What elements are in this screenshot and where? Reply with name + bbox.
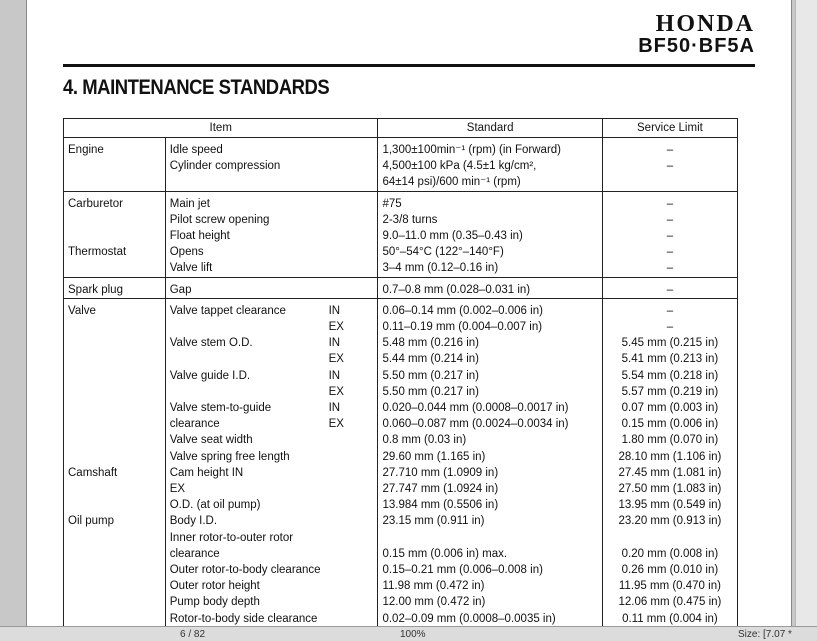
row-standard: 50°–54°C (122°–140°F) — [378, 244, 602, 260]
row-service-limit: 5.45 mm (0.215 in) — [602, 335, 737, 351]
row-sub — [325, 174, 378, 191]
row-standard: 9.0–11.0 mm (0.35–0.43 in) — [378, 228, 602, 244]
row-sub — [325, 191, 378, 212]
row-service-limit: 23.20 mm (0.913 in) — [602, 513, 737, 529]
row-sub — [325, 158, 378, 174]
table-row — [64, 228, 738, 244]
row-sub — [325, 562, 378, 578]
row-standard: 5.50 mm (0.217 in) — [378, 384, 602, 400]
row-service-limit: – — [602, 319, 737, 335]
table-row — [64, 298, 738, 319]
row-service-limit: – — [602, 138, 737, 159]
row-item: Valve stem O.D. — [165, 335, 324, 351]
table-row — [64, 449, 738, 465]
row-sub — [325, 432, 378, 448]
row-standard: 64±14 psi)/600 min⁻¹ (rpm) — [378, 174, 602, 191]
row-item: Rotor-to-body side clearance — [165, 611, 324, 626]
row-service-limit: 5.57 mm (0.219 in) — [602, 384, 737, 400]
section-title: 4. MAINTENANCE STANDARDS — [63, 76, 330, 99]
row-category — [64, 578, 166, 594]
row-category: Carburetor — [64, 191, 166, 212]
row-service-limit: 13.95 mm (0.549 in) — [602, 497, 737, 513]
row-sub: IN — [328, 402, 341, 415]
row-category — [64, 335, 166, 351]
row-service-limit: – — [602, 277, 737, 298]
table-row — [64, 594, 738, 610]
brand-header — [638, 12, 755, 56]
table-row — [64, 319, 738, 335]
row-category — [64, 228, 166, 244]
row-category — [64, 562, 166, 578]
vertical-scrollbar[interactable] — [795, 0, 817, 626]
table-row — [64, 465, 738, 481]
row-item: Valve lift — [165, 260, 324, 277]
row-item: Main jet — [165, 191, 324, 212]
row-category — [64, 368, 166, 384]
maintenance-standards-table — [63, 118, 738, 626]
row-service-limit: 28.10 mm (1.106 in) — [602, 449, 737, 465]
row-service-limit — [602, 174, 737, 191]
zoom-level[interactable]: 100% — [400, 629, 426, 640]
table-header-row — [64, 119, 738, 138]
row-standard: 2-3/8 turns — [378, 212, 602, 228]
row-item — [165, 384, 324, 400]
row-service-limit: 12.06 mm (0.475 in) — [602, 594, 737, 610]
row-category: Oil pump — [64, 513, 166, 529]
row-item — [165, 351, 324, 367]
row-sub — [325, 228, 378, 244]
row-sub: EX — [328, 353, 344, 366]
row-category — [64, 481, 166, 497]
row-service-limit: 0.26 mm (0.010 in) — [602, 562, 737, 578]
row-category: Camshaft — [64, 465, 166, 481]
row-service-limit: – — [602, 228, 737, 244]
row-item: clearance — [165, 546, 324, 562]
row-service-limit: 0.20 mm (0.008 in) — [602, 546, 737, 562]
row-category — [64, 174, 166, 191]
row-standard — [378, 530, 602, 546]
row-sub: EX — [328, 385, 344, 398]
row-sub — [325, 594, 378, 610]
row-item: Pilot screw opening — [165, 212, 324, 228]
table-row — [64, 335, 738, 351]
row-sub — [325, 138, 378, 159]
row-item: Valve guide I.D. — [165, 368, 324, 384]
row-category: Engine — [64, 138, 166, 159]
table-row — [64, 432, 738, 448]
table-row — [64, 191, 738, 212]
document-page — [26, 0, 792, 626]
row-item: Outer rotor height — [165, 578, 324, 594]
table-row — [64, 416, 738, 432]
row-standard: 29.60 mm (1.165 in) — [378, 449, 602, 465]
table-row — [64, 384, 738, 400]
row-category — [64, 158, 166, 174]
row-service-limit: 0.11 mm (0.004 in) — [602, 611, 737, 626]
row-service-limit: – — [602, 244, 737, 260]
row-item: Cam height IN — [165, 465, 324, 481]
row-item: clearance — [165, 416, 324, 432]
row-sub — [325, 244, 378, 260]
row-standard: 27.747 mm (1.0924 in) — [378, 481, 602, 497]
row-sub: IN — [328, 337, 341, 350]
row-category — [64, 400, 166, 416]
row-sub — [325, 481, 378, 497]
header-service-limit: Service Limit — [602, 119, 737, 138]
row-item: O.D. (at oil pump) — [165, 497, 324, 513]
row-category — [64, 212, 166, 228]
row-category: Valve — [64, 298, 166, 319]
row-standard: 4,500±100 kPa (4.5±1 kg/cm², — [378, 158, 602, 174]
row-sub: IN — [325, 298, 378, 319]
table-row — [64, 277, 738, 298]
row-service-limit: – — [602, 158, 737, 174]
row-category — [64, 351, 166, 367]
row-standard: 11.98 mm (0.472 in) — [378, 578, 602, 594]
table-row — [64, 351, 738, 367]
row-item — [165, 174, 324, 191]
row-service-limit: 27.50 mm (1.083 in) — [602, 481, 737, 497]
row-item: Cylinder compression — [165, 158, 324, 174]
row-service-limit: – — [602, 298, 737, 319]
row-sub — [325, 578, 378, 594]
row-item: Valve seat width — [165, 432, 324, 448]
row-standard: 3–4 mm (0.12–0.16 in) — [378, 260, 602, 277]
row-category — [64, 594, 166, 610]
row-standard: 0.8 mm (0.03 in) — [378, 432, 602, 448]
row-category — [64, 497, 166, 513]
row-service-limit: 5.54 mm (0.218 in) — [602, 368, 737, 384]
row-standard: 12.00 mm (0.472 in) — [378, 594, 602, 610]
row-sub — [325, 260, 378, 277]
row-sub: EX — [328, 418, 344, 431]
table-row — [64, 497, 738, 513]
row-item: Inner rotor-to-outer rotor — [165, 530, 324, 546]
table-row — [64, 260, 738, 277]
table-row — [64, 244, 738, 260]
row-sub — [325, 546, 378, 562]
table-row — [64, 368, 738, 384]
row-sub — [325, 530, 378, 546]
row-service-limit: 1.80 mm (0.070 in) — [602, 432, 737, 448]
row-category — [64, 530, 166, 546]
row-standard: 5.48 mm (0.216 in) — [378, 335, 602, 351]
row-service-limit — [602, 530, 737, 546]
row-standard: 0.060–0.087 mm (0.0024–0.0034 in) — [378, 416, 602, 432]
row-category — [64, 416, 166, 432]
row-sub — [325, 513, 378, 529]
row-item — [165, 319, 324, 335]
row-category — [64, 432, 166, 448]
row-sub: EX — [328, 321, 344, 334]
row-item: Valve spring free length — [165, 449, 324, 465]
table-row — [64, 562, 738, 578]
row-standard: 0.020–0.044 mm (0.0008–0.0017 in) — [378, 400, 602, 416]
row-item: EX — [165, 481, 324, 497]
header-item: Item — [64, 119, 378, 138]
row-standard: 27.710 mm (1.0909 in) — [378, 465, 602, 481]
row-standard: 13.984 mm (0.5506 in) — [378, 497, 602, 513]
row-service-limit: – — [602, 191, 737, 212]
row-item: Opens — [165, 244, 324, 260]
table-row — [64, 400, 738, 416]
status-bar — [0, 626, 817, 641]
row-item: Gap — [165, 277, 324, 298]
header-rule — [63, 64, 755, 67]
row-standard: 0.15 mm (0.006 in) max. — [378, 546, 602, 562]
row-item: Body I.D. — [165, 513, 324, 529]
row-sub — [325, 497, 378, 513]
row-standard: 0.15–0.21 mm (0.006–0.008 in) — [378, 562, 602, 578]
row-category — [64, 611, 166, 626]
row-sub — [325, 465, 378, 481]
table-row — [64, 212, 738, 228]
row-category — [64, 449, 166, 465]
row-service-limit: 27.45 mm (1.081 in) — [602, 465, 737, 481]
row-sub — [325, 277, 378, 298]
row-standard: 0.02–0.09 mm (0.0008–0.0035 in) — [378, 611, 602, 626]
row-item: Outer rotor-to-body clearance — [165, 562, 324, 578]
row-service-limit: 5.41 mm (0.213 in) — [602, 351, 737, 367]
row-category — [64, 546, 166, 562]
row-item: Valve tappet clearance — [165, 298, 324, 319]
row-standard: 0.11–0.19 mm (0.004–0.007 in) — [378, 319, 602, 335]
table-row — [64, 513, 738, 529]
row-category — [64, 319, 166, 335]
model-name: BF50·BF5A — [638, 35, 755, 57]
page-indicator[interactable]: 6 / 82 — [180, 629, 206, 640]
header-standard: Standard — [378, 119, 602, 138]
row-service-limit: – — [602, 212, 737, 228]
row-standard: #75 — [378, 191, 602, 212]
row-standard: 0.7–0.8 mm (0.028–0.031 in) — [378, 277, 602, 298]
brand-logo: HONDA — [655, 11, 755, 37]
table-row — [64, 546, 738, 562]
table-row — [64, 611, 738, 626]
row-sub — [325, 611, 378, 626]
row-service-limit: 0.15 mm (0.006 in) — [602, 416, 737, 432]
row-category: Spark plug — [64, 277, 166, 298]
row-standard: 23.15 mm (0.911 in) — [378, 513, 602, 529]
row-standard: 0.06–0.14 mm (0.002–0.006 in) — [378, 298, 602, 319]
row-service-limit: 0.07 mm (0.003 in) — [602, 400, 737, 416]
table-row — [64, 158, 738, 174]
row-category: Thermostat — [64, 244, 166, 260]
row-item: Pump body depth — [165, 594, 324, 610]
row-category — [64, 260, 166, 277]
row-item: Valve stem-to-guide — [165, 400, 324, 416]
row-standard: 1,300±100min⁻¹ (rpm) (in Forward) — [378, 138, 602, 159]
row-service-limit: – — [602, 260, 737, 277]
row-item: Idle speed — [165, 138, 324, 159]
table-row — [64, 530, 738, 546]
table-row — [64, 138, 738, 159]
page-size: Size: [7.07 * — [738, 629, 792, 640]
row-service-limit: 11.95 mm (0.470 in) — [602, 578, 737, 594]
table-row — [64, 578, 738, 594]
row-standard: 5.50 mm (0.217 in) — [378, 368, 602, 384]
row-standard: 5.44 mm (0.214 in) — [378, 351, 602, 367]
row-item: Float height — [165, 228, 324, 244]
row-sub — [325, 212, 378, 228]
row-sub — [325, 449, 378, 465]
row-sub: IN — [328, 369, 341, 382]
row-category — [64, 384, 166, 400]
table-row — [64, 174, 738, 191]
table-row — [64, 481, 738, 497]
